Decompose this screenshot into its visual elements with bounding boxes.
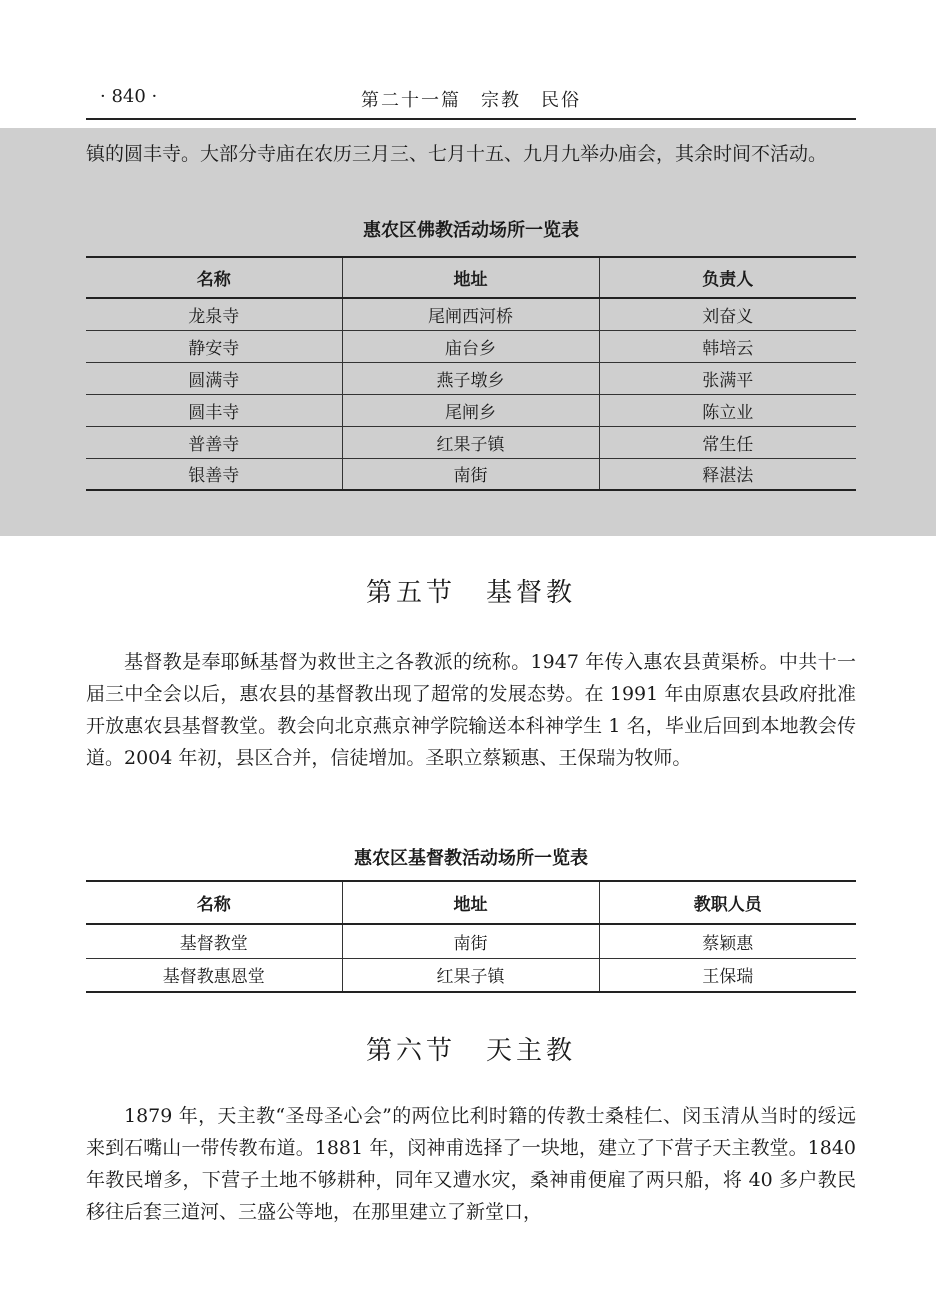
column-header: 地址 [342, 257, 599, 298]
table-cell: 红果子镇 [342, 426, 599, 458]
running-title: 第二十一篇 宗教 民俗 [361, 90, 581, 111]
table-cell: 刘奋义 [702, 306, 754, 327]
section-heading-christianity: 第五节 基督教 [365, 578, 576, 608]
intro-paragraph: 镇的圆丰寺。大部分寺庙在农历三月三、七月十五、九月九举办庙会，其余时间不活动。 [86, 143, 828, 165]
table-cell: 尾闸乡 [342, 394, 599, 426]
table-row [86, 394, 856, 426]
table-row [86, 426, 856, 458]
christian-table-title: 惠农区基督教活动场所一览表 [354, 848, 588, 869]
christian-sites-table [86, 880, 856, 993]
table-cell: 尾闸西河桥 [342, 298, 599, 330]
section-heading-catholicism: 第六节 天主教 [365, 1036, 576, 1066]
table-cell: 静安寺 [86, 330, 342, 362]
table-cell: 庙台乡 [342, 330, 599, 362]
table-cell: 南街 [342, 924, 599, 958]
table-cell: 蔡颖惠 [702, 933, 754, 954]
table-row [86, 298, 856, 330]
table-row [86, 330, 856, 362]
table-row [86, 958, 856, 992]
page-header [86, 84, 856, 120]
table-cell: 普善寺 [86, 426, 342, 458]
table-header-row [86, 257, 856, 298]
table-cell: 银善寺 [86, 458, 342, 490]
table-cell: 王保瑞 [702, 967, 754, 988]
column-header: 地址 [342, 881, 599, 924]
table-cell: 陈立业 [702, 402, 754, 423]
table-cell: 韩培云 [702, 338, 754, 359]
table-cell: 常生任 [702, 434, 754, 455]
buddhist-sites-table [86, 256, 856, 491]
table-cell: 圆满寺 [86, 362, 342, 394]
table-cell: 基督教惠恩堂 [86, 958, 342, 992]
table-cell: 张满平 [702, 370, 754, 391]
table-cell: 燕子墩乡 [342, 362, 599, 394]
column-header: 负责人 [702, 270, 754, 290]
table-row [86, 362, 856, 394]
table-row [86, 458, 856, 490]
column-header: 名称 [86, 257, 342, 298]
table-cell: 释湛法 [702, 466, 754, 487]
buddhist-table-title: 惠农区佛教活动场所一览表 [363, 220, 579, 241]
table-row [86, 924, 856, 958]
table-cell: 红果子镇 [342, 958, 599, 992]
catholicism-paragraph: 1879 年，天主教“圣母圣心会”的两位比利时籍的传教士桑桂仁、闵玉清从当时的绥远来到石嘴山一带传教布道。1881 年，闵神甫选择了一块地，建立了下营子天主教堂。1840 年教民增多，下营子土地不够耕种，同年又遭水灾，桑神甫便雇了两只船，将 40 多户教民移往后套三道河、三盛公等地，在那里建立了新堂口， [86, 1105, 856, 1223]
table-cell: 圆丰寺 [86, 394, 342, 426]
table-cell: 基督教堂 [86, 924, 342, 958]
page-number: · 840 · [100, 86, 158, 107]
column-header: 名称 [86, 881, 342, 924]
column-header: 教职人员 [693, 895, 762, 915]
table-cell: 龙泉寺 [86, 298, 342, 330]
christianity-paragraph: 基督教是奉耶稣基督为救世主之各教派的统称。1947 年传入惠农县黄渠桥。中共十一届三中全会以后，惠农县的基督教出现了超常的发展态势。在 1991 年由原惠农县政府批准开放惠农县基督教堂。教会向北京燕京神学院输送本科神学生 1 名，毕业后回到本地教会传道。2004 年初，县区合并，信徒增加。圣职立蔡颖惠、王保瑞为牧师。 [86, 651, 856, 769]
table-header-row [86, 881, 856, 924]
table-cell: 南街 [342, 458, 599, 490]
